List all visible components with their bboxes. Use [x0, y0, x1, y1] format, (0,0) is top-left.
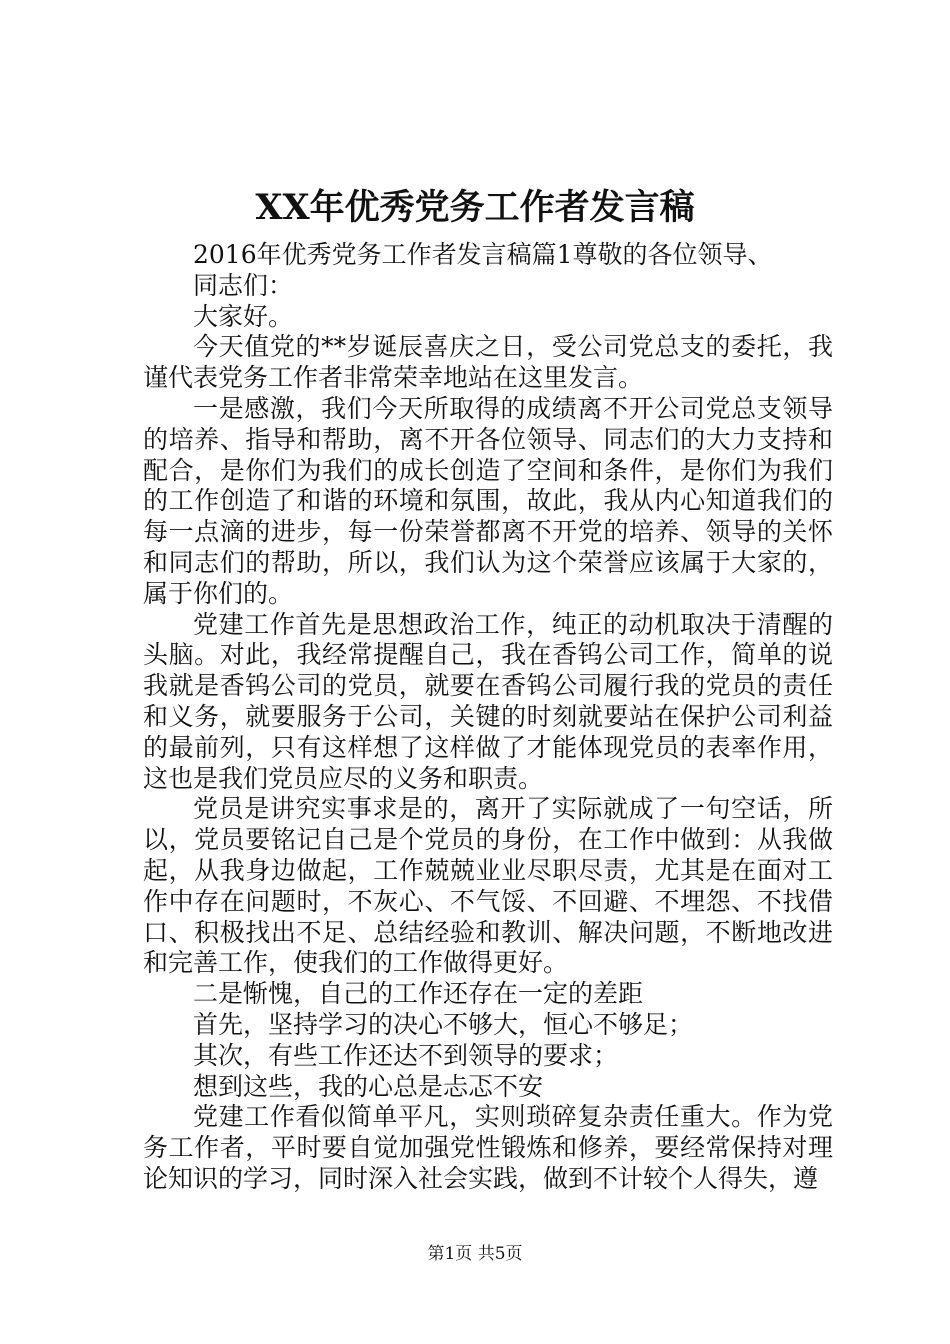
document-title: XX年优秀党务工作者发言稿	[255, 187, 695, 228]
paragraph: 其次，有些工作还达不到领导的要求；	[193, 1040, 619, 1070]
paragraph: 2016年优秀党务工作者发言稿篇1尊敬的各位领导、	[193, 240, 773, 269]
paragraph: 首先，坚持学习的决心不够大，恒心不够足；	[193, 1009, 694, 1039]
page-number: 第1页 共5页	[427, 1244, 523, 1264]
document-body	[143, 240, 833, 1195]
paragraph: 一是感激，我们今天所取得的成绩离不开公司党总支领导的培养、指导和帮助，离不开各位领导、同志们的大力支持和配合，是你们为我们的成长创造了空间和条件，是你们为我们的工作创造了和谐的环境和氛围，故此，我从内心知道我们的每一点滴的进步，每一份荣誉都离不开党的培养、领导的关怀和同志们的帮助，所以，我们认为这个荣誉应该属于大家的，属于你们的。	[143, 393, 833, 608]
paragraph: 党员是讲究实事求是的，离开了实际就成了一句空话，所以，党员要铭记自己是个党员的身份，在工作中做到：从我做起，从我身边做起，工作兢兢业业尽职尽责，尤其是在面对工作中存在问题时，不灰心、不气馁、不回避、不埋怨、不找借口、积极找出不足、总结经验和教训、解决问题，不断地改进和完善工作，使我们的工作做得更好。	[143, 794, 833, 978]
paragraph: 想到这些，我的心总是忐忑不安	[193, 1071, 544, 1101]
paragraph: 大家好。	[193, 301, 294, 331]
paragraph: 二是惭愧，自己的工作还存在一定的差距	[193, 979, 644, 1009]
paragraph: 同志们：	[193, 270, 294, 300]
paragraph: 党建工作首先是思想政治工作，纯正的动机取决于清醒的头脑。对此，我经常提醒自己，我在香钨公司工作，简单的说我就是香钨公司的党员，就要在香钨公司履行我的党员的责任和义务，就要服务于公司，关键的时刻就要站在保护公司利益的最前列，只有这样想了这样做了才能体现党员的表率作用，这也是我们党员应尽的义务和职责。	[143, 609, 833, 793]
paragraph: 党建工作看似简单平凡，实则琐碎复杂责任重大。作为党务工作者，平时要自觉加强党性锻炼和修养，要经常保持对理论知识的学习，同时深入社会实践，做到不计较个人得失，遵	[143, 1102, 833, 1193]
paragraph: 今天值党的**岁诞辰喜庆之日，受公司党总支的委托，我谨代表党务工作者非常荣幸地站在这里发言。	[143, 332, 833, 393]
